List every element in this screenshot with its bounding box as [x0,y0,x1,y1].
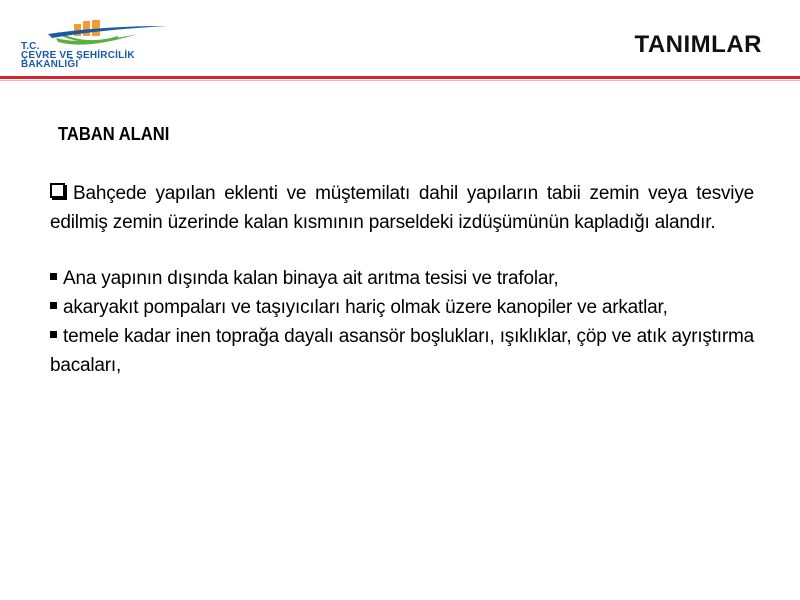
list-item-text: Ana yapının dışında kalan binaya ait arıtma tesisi ve trafolar, [63,268,559,289]
list-item [50,264,754,293]
checkbox-bullet-icon [50,183,65,198]
definition-text: Bahçede yapılan eklenti ve müştemilatı dahil yapıların tabii zemin veya tesviye edilmiş zemin üzerinde kalan kısmının parseldeki izdüşümünün kapladığı alandır. [50,183,754,233]
ministry-logo [18,18,178,74]
list-item-text: akaryakıt pompaları ve taşıyıcıları hariç olmak üzere kanopiler ve arkatlar, [63,297,668,318]
page-title: TANIMLAR [634,31,762,58]
section-title: TABAN ALANI [58,124,170,144]
square-bullet-icon [50,273,57,280]
exclusion-list [50,264,754,380]
list-item [50,322,754,380]
logo-line-bakanligi: BAKANLIĞI [21,59,79,70]
list-item [50,293,754,322]
logo-text [21,42,135,69]
logo-line-tc: T.C. [21,41,40,52]
header-divider-shadow [0,80,800,81]
square-bullet-icon [50,331,57,338]
header [0,0,800,80]
main-content [50,124,754,380]
square-bullet-icon [50,302,57,309]
definition-paragraph [50,179,754,237]
header-divider [0,76,800,79]
logo-line-ministry: ÇEVRE VE ŞEHİRCİLİK [21,50,135,61]
list-item-text: temele kadar inen toprağa dayalı asansör boşlukları, ışıklıklar, çöp ve atık ayrıştırma bacaları, [50,326,754,376]
